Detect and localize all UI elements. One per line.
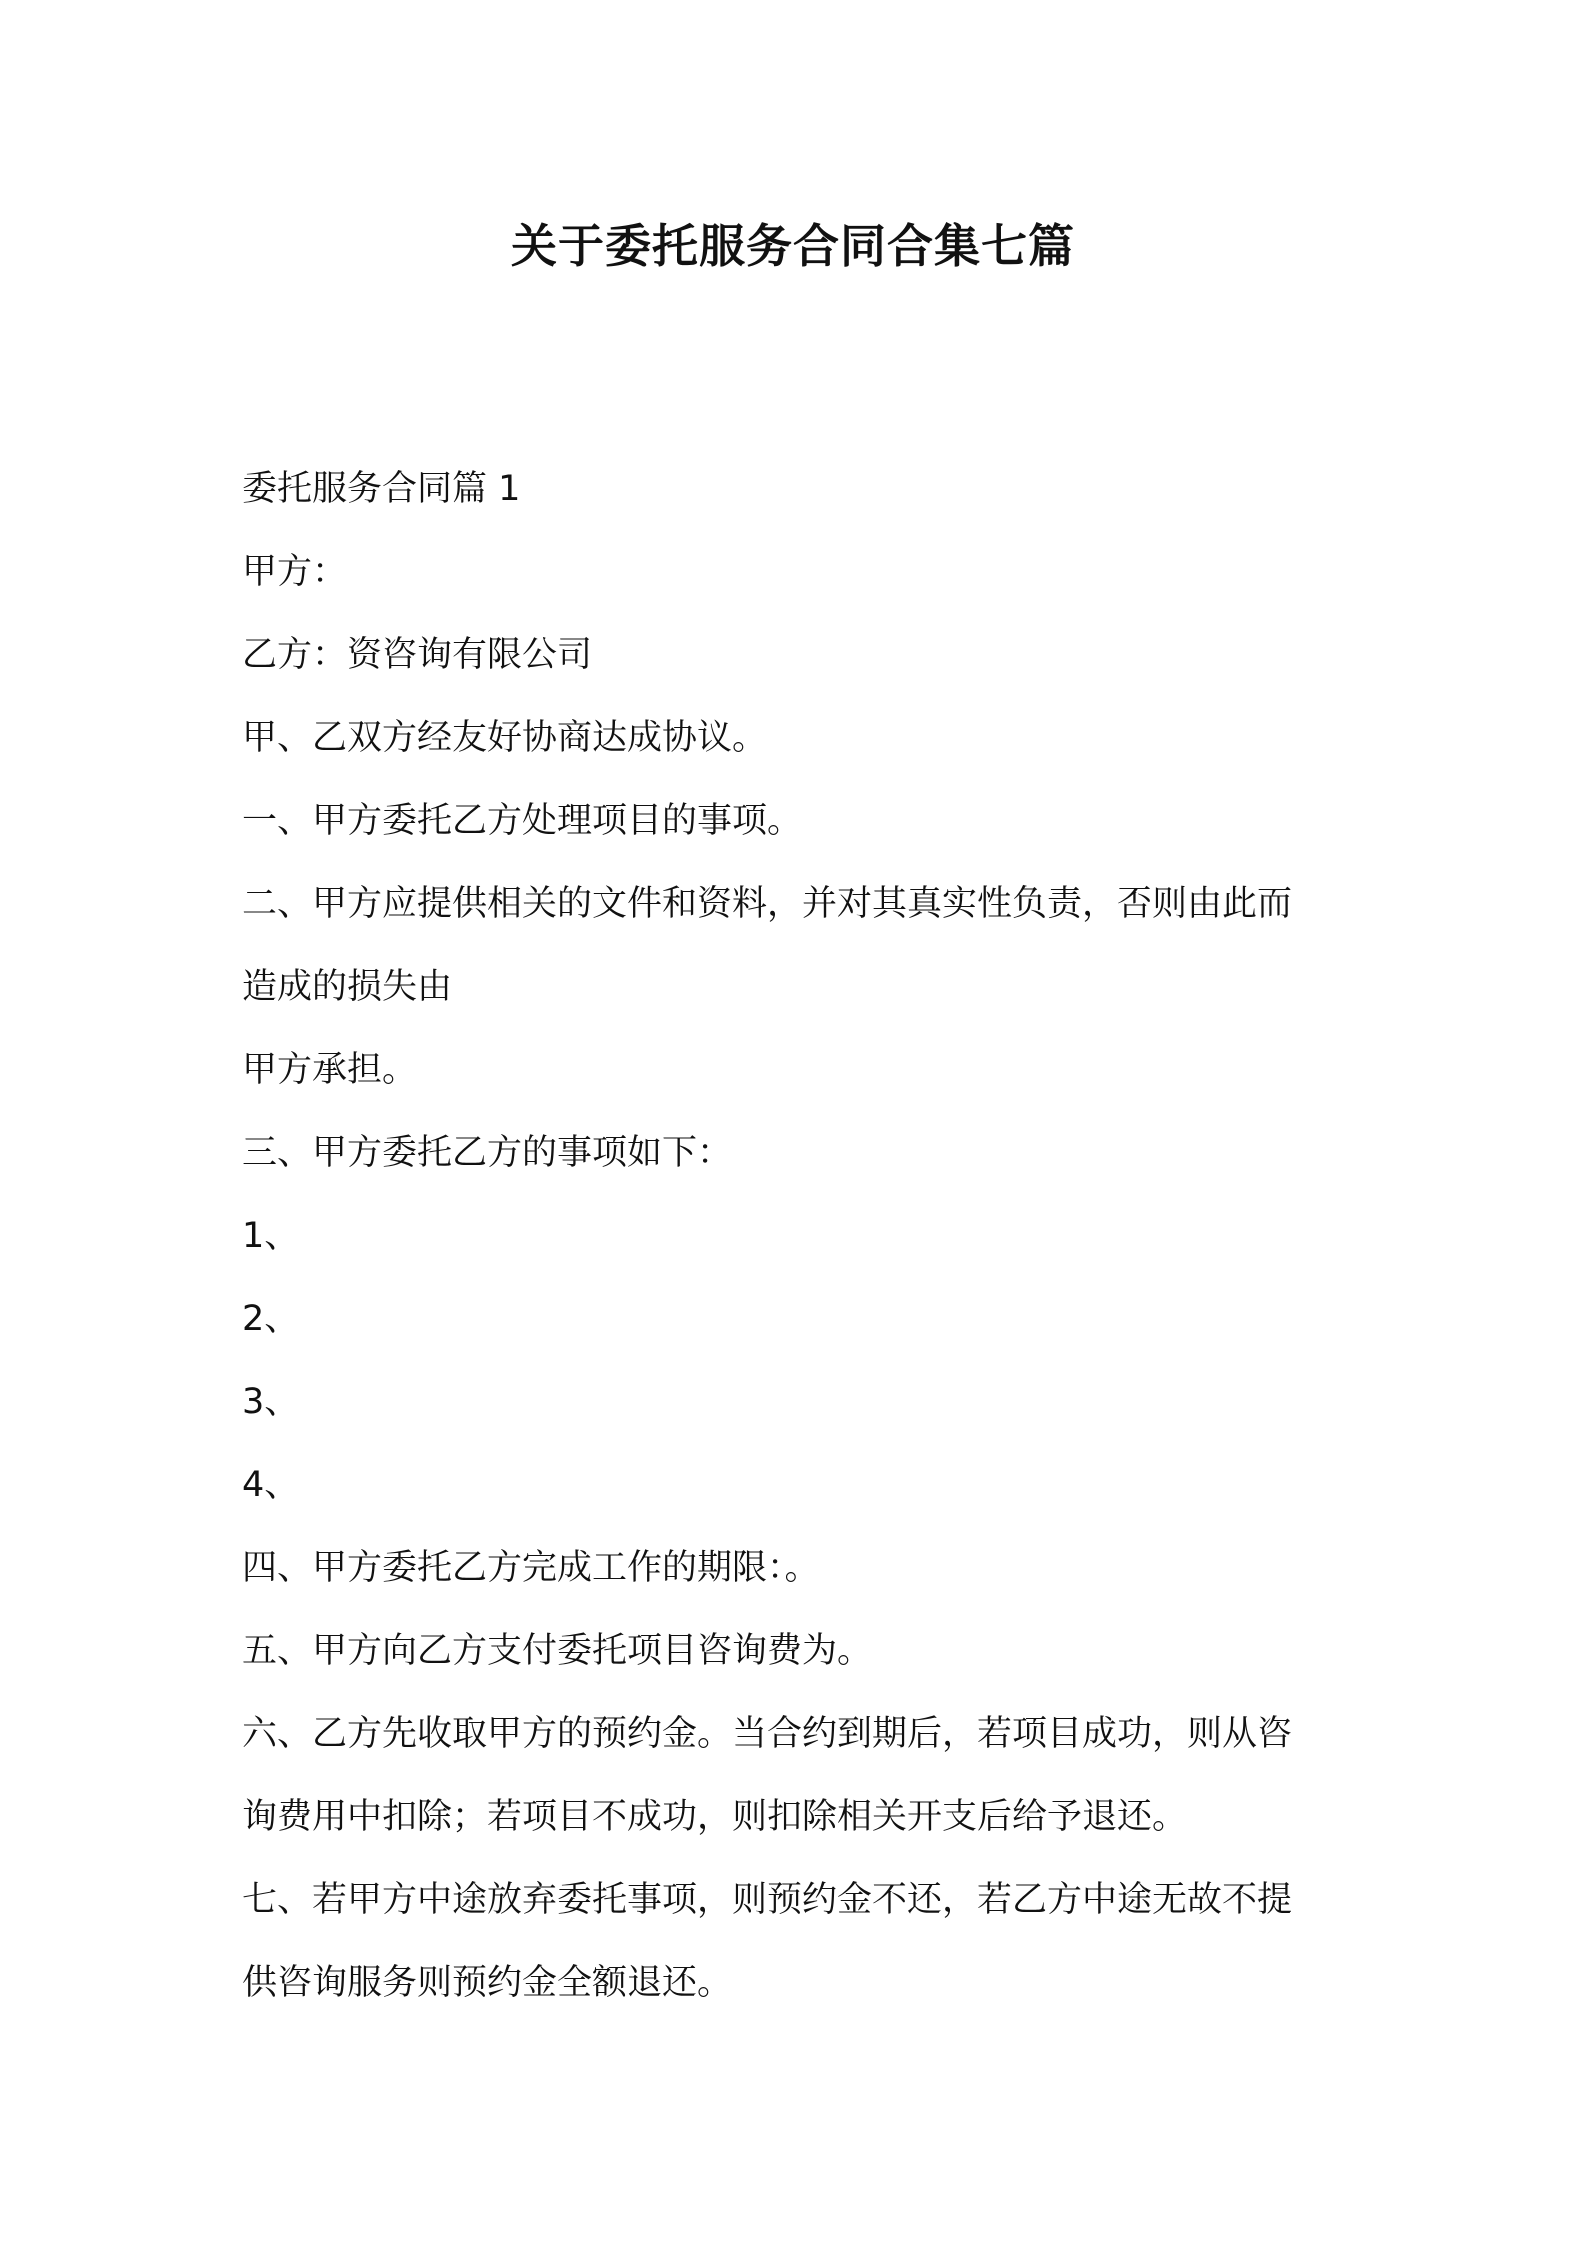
party-a-line: 甲方： <box>242 552 348 592</box>
clause-5: 五、甲方向乙方支付委托项目咨询费为。 <box>242 1631 873 1671</box>
list-item-4: 4、 <box>242 1465 300 1505</box>
clause-6-part-1: 六、乙方先收取甲方的预约金。当合约到期后，若项目成功，则从咨 <box>242 1714 1293 1754</box>
list-item-3: 3、 <box>242 1382 300 1422</box>
clause-7-part-2: 供咨询服务则预约金全额退还。 <box>242 1963 733 2003</box>
clause-6-part-2: 询费用中扣除；若项目不成功，则扣除相关开支后给予退还。 <box>242 1797 1188 1837</box>
section-heading: 委托服务合同篇 1 <box>242 469 521 509</box>
clause-2-part-1: 二、甲方应提供相关的文件和资料，并对其真实性负责，否则由此而 <box>242 884 1293 924</box>
agreement-line: 甲、乙双方经友好协商达成协议。 <box>242 718 768 758</box>
clause-7-part-1: 七、若甲方中途放弃委托事项，则预约金不还，若乙方中途无故不提 <box>242 1880 1293 1920</box>
clause-4: 四、甲方委托乙方完成工作的期限：。 <box>242 1548 820 1588</box>
document-body <box>242 448 1362 2025</box>
clause-3: 三、甲方委托乙方的事项如下： <box>242 1133 733 1173</box>
clause-2-part-2: 造成的损失由 <box>242 967 453 1007</box>
party-b-line: 乙方：资咨询有限公司 <box>242 635 593 675</box>
clause-2-part-3: 甲方承担。 <box>242 1050 418 1090</box>
clause-1: 一、甲方委托乙方处理项目的事项。 <box>242 801 803 841</box>
list-item-1: 1、 <box>242 1216 300 1256</box>
document-title: 关于委托服务合同合集七篇 <box>511 219 1075 273</box>
list-item-2: 2、 <box>242 1299 300 1339</box>
